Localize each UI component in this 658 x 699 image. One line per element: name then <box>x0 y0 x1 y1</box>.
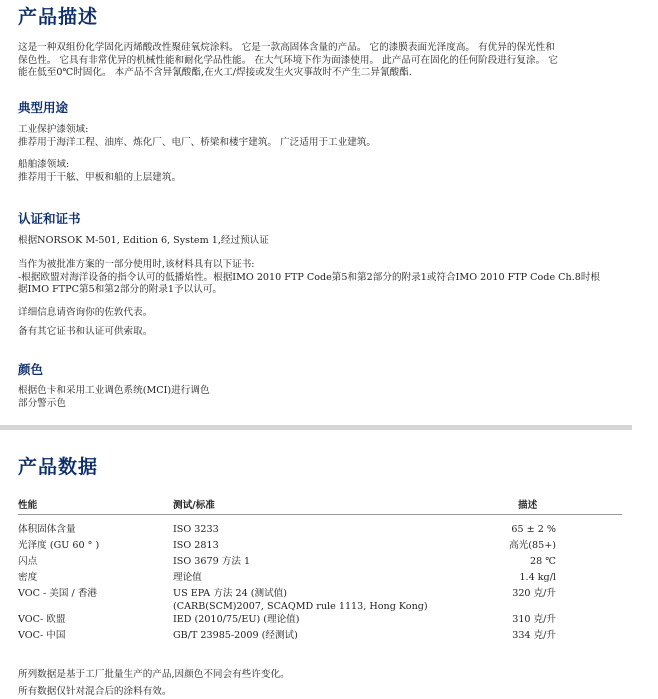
property-cell: VOC - 美国 / 香港 <box>18 588 98 599</box>
property-cell: 体积固体含量 <box>18 524 76 535</box>
value-cell: 334 克/升 <box>512 630 556 641</box>
typical-uses-heading: 典型用途 <box>18 100 69 115</box>
standard-cell: IED (2010/75/EU) (理论值) <box>173 614 300 625</box>
colour-text: 根据色卡和采用工业调色系统(MCI)进行调色 部分警示色 <box>18 385 210 409</box>
contact-representative-text: 详细信息请咨询你的佐敦代表。 <box>18 307 153 318</box>
product-data-heading: 产品数据 <box>18 456 99 478</box>
table-row <box>0 556 640 572</box>
table-row <box>0 524 640 540</box>
property-cell: 闪点 <box>18 556 38 567</box>
table-row <box>0 588 640 616</box>
product-description-heading: 产品描述 <box>18 6 99 28</box>
mixed-product-note: 所有数据仅针对混合后的涂料有效。 <box>18 686 172 697</box>
value-cell: 28 ℃ <box>530 556 556 567</box>
property-cell: 光泽度 (GU 60 ° ) <box>18 540 100 551</box>
table-row <box>0 572 640 588</box>
product-description-text: 这是一种双组份化学固化丙烯酸改性聚硅氧烷涂料。 它是一款高固体含量的产品。 它的漆膜表面光泽度高。 有优异的保光性和 保色性。 它具有非常优异的机械性能和耐化学品性能。 在大气环境下作为面漆使用。 此产品可在固化的任何阶段进行复涂。 它 能在低至0℃时固化。 本产品不含异氰酸酯,在火工/焊接或发生火灾事故时不产生二异氰酸酯. <box>18 42 558 78</box>
table-header-property: 性能 <box>18 500 38 511</box>
norsok-certification-text: 根据NORSOK M-501, Edition 6, System 1,经过预认证 <box>18 235 269 246</box>
value-cell: 310 克/升 <box>512 614 556 625</box>
standard-cell: 理论值 <box>173 572 202 583</box>
standard-cell: GB/T 23985-2009 (经测试) <box>173 630 298 641</box>
standard-cell: US EPA 方法 24 (测试值) (CARB(SCM)2007, SCAQMD rule 1113, Hong Kong) <box>173 588 428 612</box>
marine-uses-text: 船舶漆领域: 推荐用于干舷、甲板和船的上层建筑。 <box>18 159 182 183</box>
section-divider <box>0 425 632 430</box>
other-certificates-text: 备有其它证书和认证可供索取。 <box>18 326 153 337</box>
value-cell: 1.4 kg/l <box>519 572 556 583</box>
imo-certification-text: 当作为被批准方案的一部分使用时,该材料具有以下证书: -根据欧盟对海洋设备的指令认可的低播焰性。根据IMO 2010 FTP Code第5和第2部分的附录1或符合IMO 2010 FTP Code Ch.8时根 据IMO FTPC第5和第2部分的附录1予以认可。 <box>18 259 601 295</box>
value-cell: 320 克/升 <box>512 588 556 599</box>
certification-heading: 认证和证书 <box>18 211 81 226</box>
table-header-standard: 测试/标准 <box>173 500 215 511</box>
industrial-uses-text: 工业保护漆领域: 推荐用于海洋工程、油库、炼化厂、电厂、桥梁和楼宇建筑。 广泛适用于工业建筑。 <box>18 124 377 148</box>
property-cell: VOC- 中国 <box>18 630 66 641</box>
table-header-rule <box>18 514 622 515</box>
table-row <box>0 630 640 646</box>
table-row <box>0 540 640 556</box>
property-cell: 密度 <box>18 572 38 583</box>
batch-variation-note: 所列数据是基于工厂批量生产的产品,因颜色不同会有些许变化。 <box>18 669 290 680</box>
standard-cell: ISO 2813 <box>173 540 219 551</box>
value-cell: 高光(85+) <box>509 540 556 551</box>
standard-cell: ISO 3233 <box>173 524 219 535</box>
standard-cell: ISO 3679 方法 1 <box>173 556 251 567</box>
colour-heading: 颜色 <box>18 362 44 377</box>
property-cell: VOC- 欧盟 <box>18 614 66 625</box>
value-cell: 65 ± 2 % <box>511 524 556 535</box>
table-row <box>0 614 640 630</box>
table-header-description: 描述 <box>518 500 538 511</box>
